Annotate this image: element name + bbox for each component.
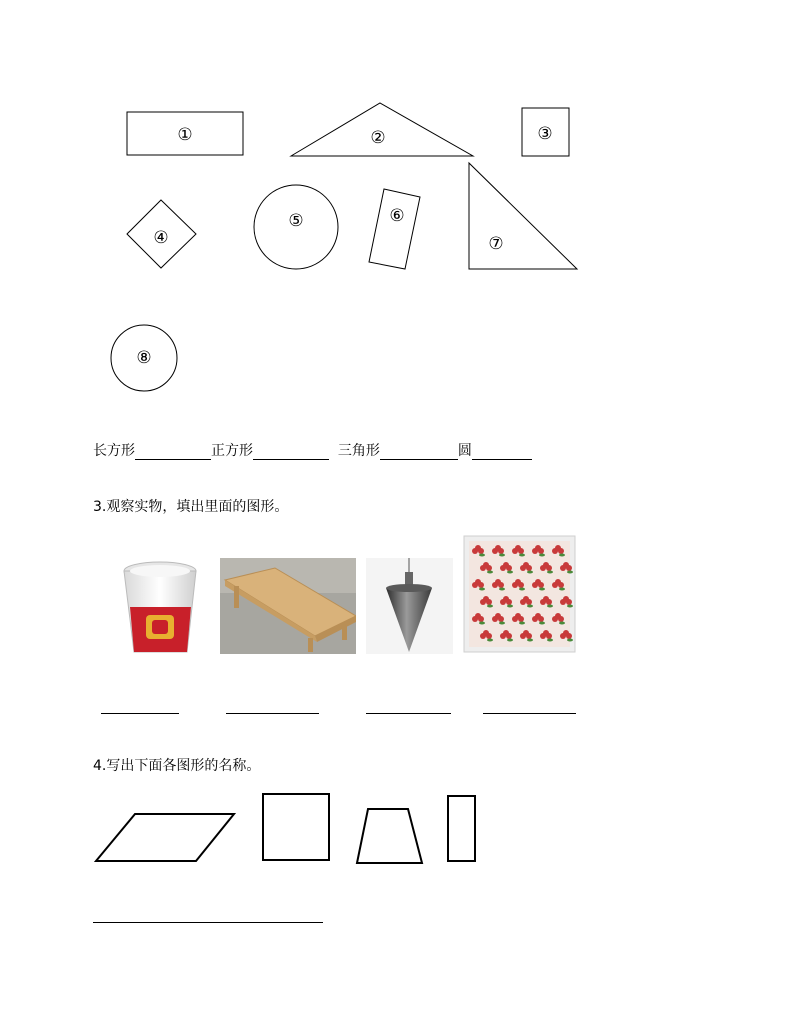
question-4-answer-line[interactable]	[93, 922, 323, 923]
cup-answer-line[interactable]	[101, 713, 179, 714]
rectangle-label: 长方形	[93, 443, 135, 459]
question-3-text: 3.观察实物，填出里面的图形。	[93, 499, 289, 515]
shape-1-label: ①	[177, 125, 193, 145]
question-4-text: 4.写出下面各图形的名称。	[93, 758, 261, 774]
rectangle-answer-blank[interactable]	[135, 445, 211, 460]
shape-5-label: ⑤	[288, 211, 304, 231]
square-shape	[263, 794, 329, 860]
triangle-label: 三角形	[337, 443, 380, 459]
shape-4-label: ④	[153, 228, 169, 248]
shapes-figure	[0, 0, 794, 410]
trapezoid-shape	[357, 809, 422, 863]
cone-answer-line[interactable]	[366, 713, 451, 714]
shape-6-tilted-rectangle	[369, 189, 420, 269]
square-label: 正方形	[211, 443, 253, 459]
triangle-answer-blank[interactable]	[380, 445, 458, 460]
bench-answer-line[interactable]	[226, 713, 319, 714]
shape-7-right-triangle	[469, 163, 577, 269]
circle-label: 圆	[457, 443, 472, 459]
bench-photo	[220, 558, 356, 654]
parallelogram-shape	[96, 814, 234, 861]
square-answer-blank[interactable]	[253, 445, 329, 460]
shape-8-label: ⑧	[136, 348, 152, 368]
cup-photo	[121, 557, 200, 654]
shape-3-label: ③	[537, 124, 553, 144]
cloth-answer-line[interactable]	[483, 713, 576, 714]
shape-7-label: ⑦	[488, 234, 504, 254]
question-4-figure	[0, 780, 794, 880]
cone-plumb-photo	[366, 558, 453, 654]
shape-2-label: ②	[370, 128, 386, 148]
square-cloth-photo	[462, 534, 577, 654]
circle-answer-blank[interactable]	[472, 445, 532, 460]
shape-6-label: ⑥	[389, 206, 405, 226]
classify-line	[93, 440, 532, 460]
rectangle-shape	[448, 796, 475, 861]
